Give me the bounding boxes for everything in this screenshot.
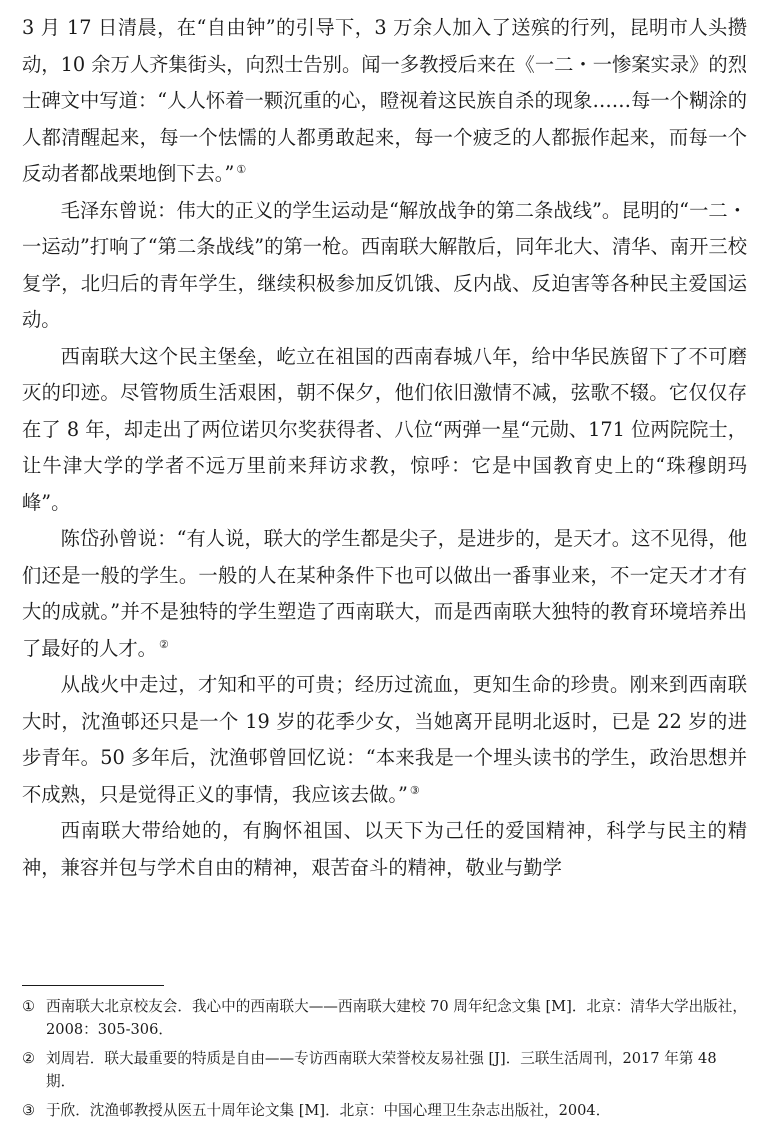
paragraph-1: [22, 10, 747, 193]
paragraph-text: 毛泽东曾说：伟大的正义的学生运动是“解放战争的第二条战线”。昆明的“一二・一运动”打响了“第二条战线”的第一枪。西南联大解散后，同年北大、清华、南开三校复学，北归后的青年学生，继续积极参加反饥饿、反内战、反迫害等各种民主爱国运动。: [22, 198, 747, 331]
paragraph-text: 西南联大这个民主堡垒，屹立在祖国的西南春城八年，给中华民族留下了不可磨灭的印迹。尽管物质生活艰困，朝不保夕，他们依旧激情不减，弦歌不辍。它仅仅存在了 8 年，却走出了两位诺贝尔奖获得者、八位“两弹一星“元勋、171 位两院院士，让牛津大学的学者不远万里前来拜访求教，惊呼：它是中国教育史上的“珠穆朗玛峰”。: [22, 344, 747, 514]
footnote-text: 西南联大北京校友会．我心中的西南联大——西南联大建校 70 周年纪念文集 [M]．北京：清华大学出版社，2008：305-306．: [46, 998, 747, 1038]
paragraph-2: [22, 193, 747, 339]
paragraph-6: [22, 813, 747, 886]
footnote-ref-2[interactable]: ②: [158, 637, 169, 651]
footnote-3: [22, 1099, 747, 1122]
footnote-ref-1[interactable]: ①: [236, 163, 247, 176]
footnote-divider: [22, 985, 164, 986]
footnote-text: 刘周岩．联大最重要的特质是自由——专访西南联大荣誉校友易社强 [J]．三联生活周刊，2017 年第 48 期．: [46, 1050, 717, 1090]
footnote-text: 于欣．沈渔邨教授从医五十周年论文集 [M]．北京：中国心理卫生杂志出版社，2004．: [46, 1102, 611, 1119]
paragraph-text: 3 月 17 日清晨，在“自由钟”的引导下，3 万余人加入了送殡的行列，昆明市人头攒动，10 余万人齐集街头，向烈士告别。闻一多教授后来在《一二・一惨案实录》的烈士碑文中写道：“人人怀着一颗沉重的心，瞪视着这民族自杀的现象……每一个糊涂的人都清醒起来，每一个怯懦的人都勇敢起来，每一个疲乏的人都振作起来，而每一个反动者都战栗地倒下去。”: [22, 16, 747, 185]
paragraph-5: [22, 667, 747, 813]
footnote-number: ③: [22, 1102, 36, 1119]
paragraph-text: 从战火中走过，才知和平的可贵；经历过流血，更知生命的珍贵。刚来到西南联大时，沈渔邨还只是一个 19 岁的花季少女，当她离开昆明北返时，已是 22 岁的进步青年。50 多年后，沈渔邨曾回忆说：“本来我是一个埋头读书的学生，政治思想并不成熟，只是觉得正义的事情，我应该去做。”: [22, 673, 747, 806]
footnote-ref-3[interactable]: ③: [409, 783, 420, 797]
paragraph-3: [22, 339, 747, 522]
footnote-2: [22, 1047, 747, 1093]
paragraph-text: 陈岱孙曾说：“有人说，联大的学生都是尖子，是进步的，是天才。这不见得，他们还是一般的学生。一般的人在某种条件下也可以做出一番事业来，不一定天才才有大的成就。”并不是独特的学生塑造了西南联大，而是西南联大独特的教育环境培养出了最好的人才。: [22, 527, 747, 660]
body-text: [22, 10, 747, 886]
footnote-1: [22, 995, 747, 1041]
footnotes: [22, 995, 747, 1128]
paragraph-4: [22, 521, 747, 667]
footnote-number: ①: [22, 998, 36, 1015]
footnote-number: ②: [22, 1050, 36, 1067]
paragraph-text: 西南联大带给她的，有胸怀祖国、以天下为己任的爱国精神，科学与民主的精神，兼容并包与学术自由的精神，艰苦奋斗的精神，敬业与勤学: [22, 819, 747, 879]
